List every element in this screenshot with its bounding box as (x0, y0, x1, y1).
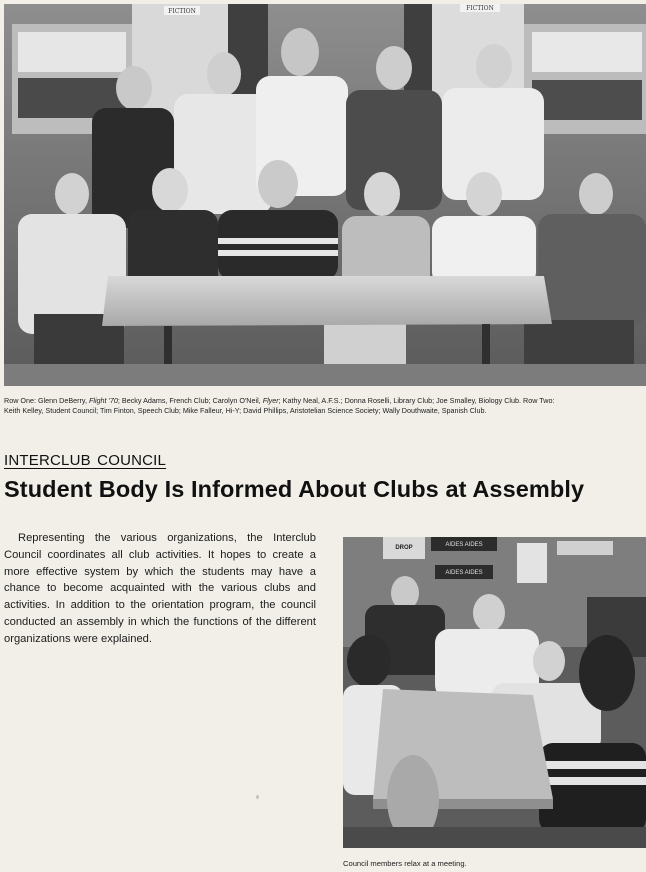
sign-drop: DROP (395, 545, 413, 551)
group-photo-illustration (4, 4, 646, 386)
sign-fiction-left: FICTION (168, 8, 196, 15)
group-photo-caption (4, 396, 646, 416)
paper-speck (256, 795, 259, 799)
page-headline: Student Body Is Informed About Clubs at Assembly (4, 476, 585, 502)
caption-row-one-start: Row One: Glenn DeBerry, (4, 396, 89, 405)
caption-flyer: Flyer (262, 396, 279, 405)
sign-aides-2: AIDES AIDES (445, 570, 483, 576)
sign-fiction-right: FICTION (466, 5, 494, 12)
caption-line-1 (4, 396, 646, 406)
body-paragraph: Representing the various organizations, the Interclub Council coordinates all club activities. It hopes to create a more effective system by which the students may have a chance to become acquainted with the various clubs and activities. In addition to the orientation program, the council conducted an assembly in which the functions of the different organizations were explained. (4, 532, 316, 645)
sign-aides: AIDES AIDES (445, 542, 483, 548)
meeting-photo-illustration (343, 537, 646, 848)
caption-row-one-mid: ; Becky Adams, French Club; Carolyn O'Neil, (117, 396, 263, 405)
meeting-photo-caption: Council members relax at a meeting. (343, 859, 467, 868)
caption-line-2: Keith Kelley, Student Council; Tim Finton, Speech Club; Mike Falleur, Hi-Y; David Phillips, Aristotelian Science Society; Wally Douthwaite, Spanish Club. (4, 406, 487, 415)
meeting-photo (343, 537, 646, 848)
group-photo (4, 4, 646, 386)
caption-flight: Flight '70 (88, 396, 118, 405)
caption-row-one-rest: ; Kathy Neal, A.F.S.; Donna Roselli, Library Club; Joe Smalley, Biology Club. Row Two: (278, 396, 555, 405)
section-label: INTERCLUB COUNCIL (4, 452, 167, 469)
